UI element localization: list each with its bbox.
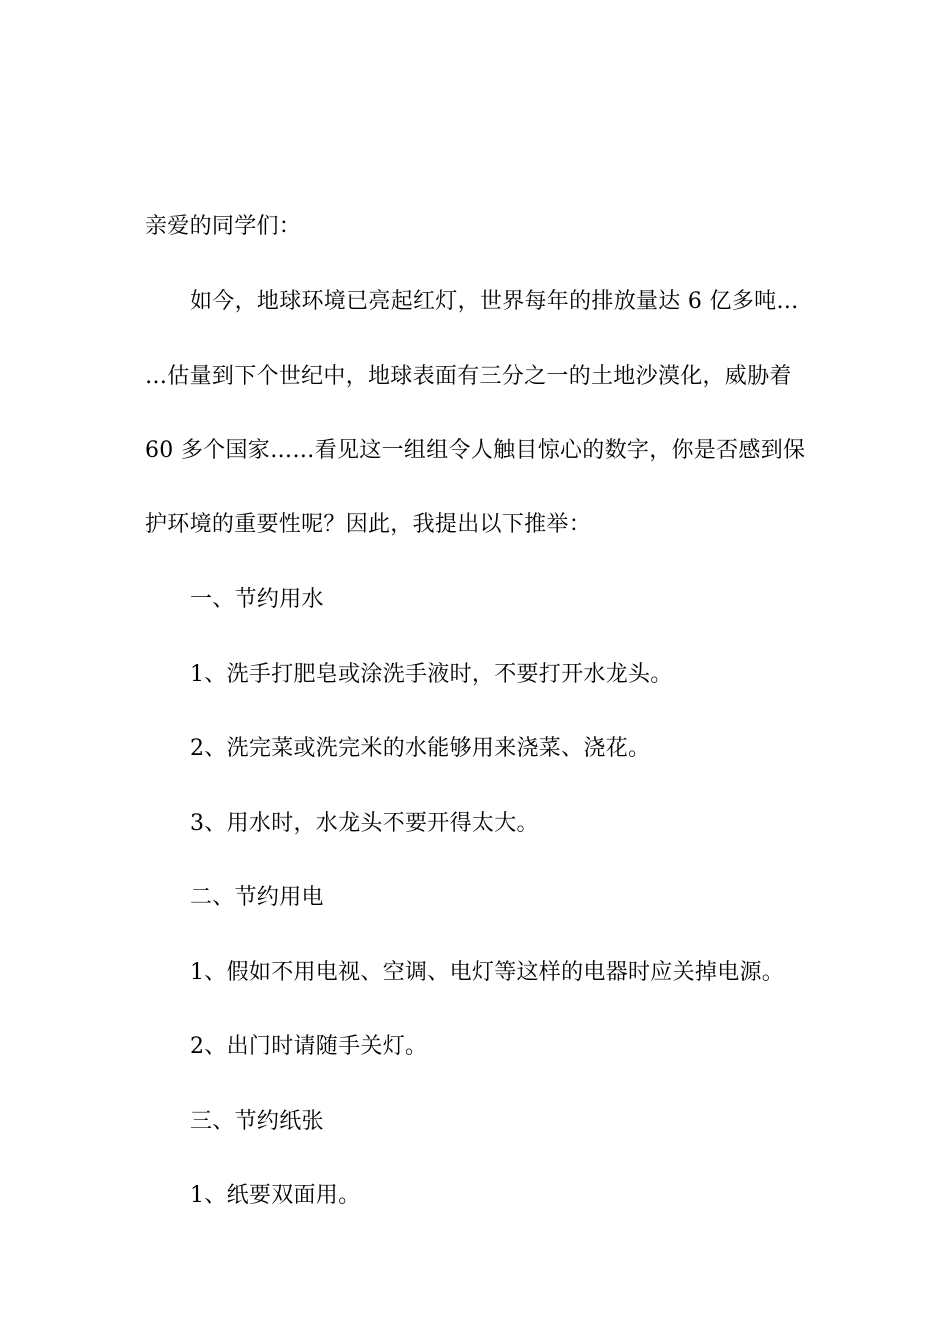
section-heading-paper: 三、节约纸张 [190,1109,324,1134]
list-item: 1、假如不用电视、空调、电灯等这样的电器时应关掉电源。 [190,960,785,985]
intro-line-3: 60 多个国家……看见这一组组令人触目惊心的数字，你是否感到保 [145,438,806,463]
list-item: 1、洗手打肥皂或涂洗手液时，不要打开水龙头。 [190,662,673,687]
salutation: 亲爱的同学们： [145,214,302,239]
list-item: 3、用水时，水龙头不要开得太大。 [190,811,539,836]
section-heading-electricity: 二、节约用电 [190,885,324,910]
intro-line-1: 如今，地球环境已亮起红灯，世界每年的排放量达 6 亿多吨… [190,289,799,314]
list-item: 2、洗完菜或洗完米的水能够用来浇菜、浇花。 [190,736,651,761]
intro-line-2: …估量到下个世纪中，地球表面有三分之一的土地沙漠化，威胁着 [145,364,792,389]
list-item: 1、纸要双面用。 [190,1183,361,1208]
list-item: 2、出门时请随手关灯。 [190,1034,428,1059]
section-heading-water: 一、节约用水 [190,587,324,612]
intro-line-4: 护环境的重要性呢？因此，我提出以下推举： [145,512,592,537]
